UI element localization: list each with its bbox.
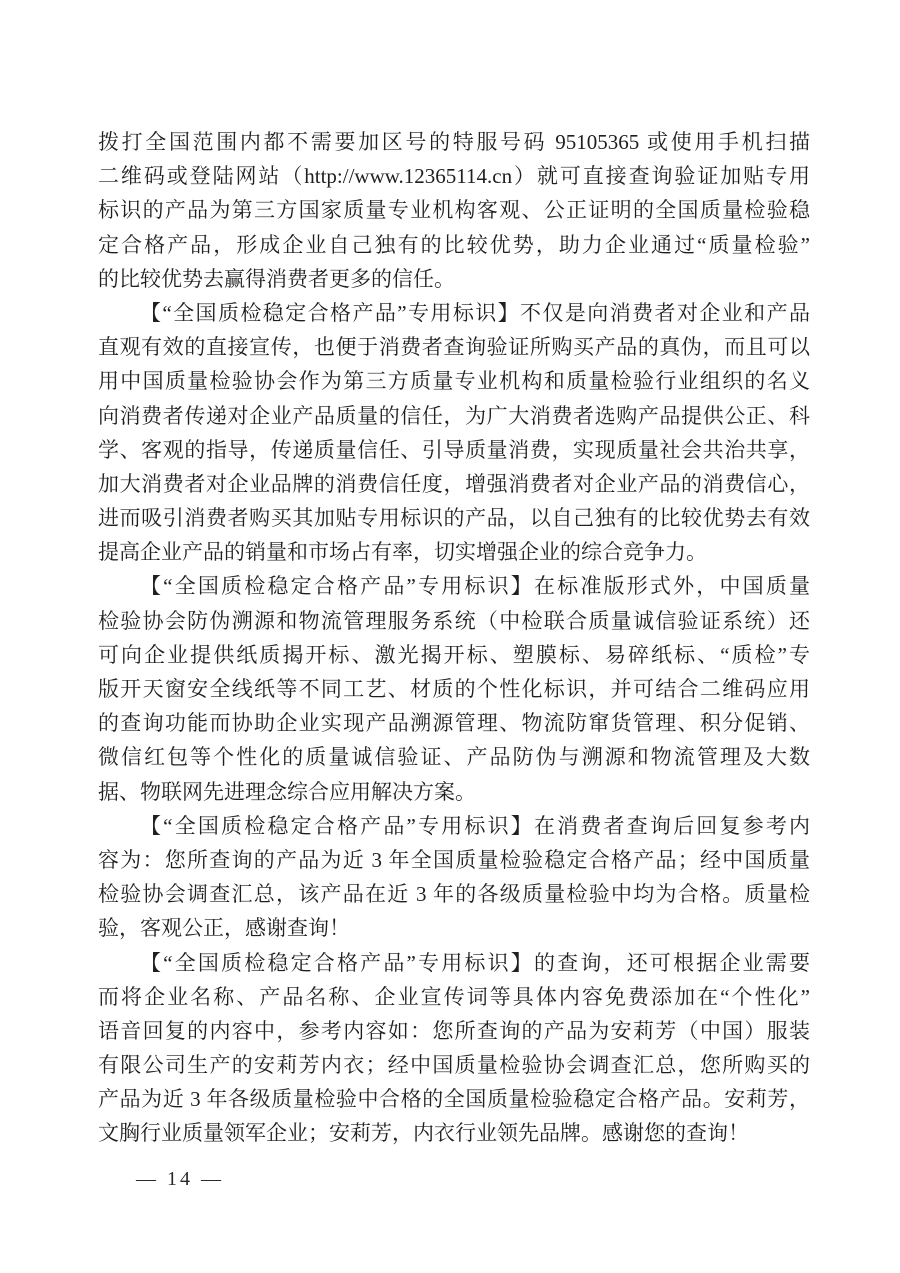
document-body xyxy=(98,125,810,1151)
text-line: 可向企业提供纸质揭开标、激光揭开标、塑膜标、易碎纸标、“质检”专 xyxy=(98,642,810,667)
text-line: 据、物联网先进理念综合应用解决方案。 xyxy=(98,779,476,804)
text-line: 【“全国质检稳定合格产品”专用标识】在标准版形式外，中国质量 xyxy=(140,574,810,599)
text-line: 检验协会防伪溯源和物流管理服务系统（中检联合质量诚信验证系统）还 xyxy=(98,608,810,633)
text-line: 用中国质量检验协会作为第三方质量专业机构和质量检验行业组织的名义 xyxy=(98,369,810,394)
text-line: 向消费者传递对企业产品质量的信任，为广大消费者选购产品提供公正、科 xyxy=(98,403,810,428)
text-line: 微信红包等个性化的质量诚信验证、产品防伪与溯源和物流管理及大数 xyxy=(98,745,810,770)
page-number: — 14 — xyxy=(136,1168,224,1190)
text-line: 标识的产品为第三方国家质量专业机构客观、公正证明的全国质量检验稳 xyxy=(98,198,810,223)
text-line: 进而吸引消费者购买其加贴专用标识的产品，以自己独有的比较优势去有效 xyxy=(98,506,810,531)
text-line: 【“全国质检稳定合格产品”专用标识】的查询，还可根据企业需要 xyxy=(140,950,810,975)
text-line: 容为：您所查询的产品为近 3 年全国质量检验稳定合格产品；经中国质量 xyxy=(98,847,810,872)
text-line: 【“全国质检稳定合格产品”专用标识】不仅是向消费者对企业和产品 xyxy=(140,300,810,325)
text-line: 有限公司生产的安莉芳内衣；经中国质量检验协会调查汇总，您所购买的 xyxy=(98,1053,810,1078)
text-line: 验，客观公正，感谢查询！ xyxy=(98,916,350,941)
text-line: 语音回复的内容中，参考内容如：您所查询的产品为安莉芳（中国）服装 xyxy=(98,1018,810,1043)
text-line: 的比较优势去赢得消费者更多的信任。 xyxy=(98,266,455,291)
text-line: 【“全国质检稳定合格产品”专用标识】在消费者查询后回复参考内 xyxy=(140,813,810,838)
text-line: 二维码或登陆网站（http://www.12365114.cn）就可直接查询验证加贴专用 xyxy=(98,164,810,189)
text-line: 定合格产品，形成企业自己独有的比较优势，助力企业通过“质量检验” xyxy=(98,232,810,257)
text-line: 文胸行业质量领军企业；安莉芳，内衣行业领先品牌。感谢您的查询！ xyxy=(98,1121,749,1146)
text-line: 产品为近 3 年各级质量检验中合格的全国质量检验稳定合格产品。安莉芳， xyxy=(98,1087,810,1112)
text-line: 拨打全国范围内都不需要加区号的特服号码 95105365 或使用手机扫描 xyxy=(98,130,810,154)
text-line: 版开天窗安全线纸等不同工艺、材质的个性化标识，并可结合二维码应用 xyxy=(98,677,810,701)
text-line: 的查询功能而协助企业实现产品溯源管理、物流防窜货管理、积分促销、 xyxy=(98,711,810,736)
text-line: 检验协会调查汇总，该产品在近 3 年的各级质量检验中均为合格。质量检 xyxy=(98,882,810,907)
text-line: 学、客观的指导，传递质量信任、引导质量消费，实现质量社会共治共享， xyxy=(98,437,810,462)
text-line: 提高企业产品的销量和市场占有率，切实增强企业的综合竞争力。 xyxy=(98,540,707,565)
text-line: 直观有效的直接宣传，也便于消费者查询验证所购买产品的真伪，而且可以 xyxy=(98,335,810,360)
text-line: 而将企业名称、产品名称、企业宣传词等具体内容免费添加在“个性化” xyxy=(98,984,810,1009)
text-line: 加大消费者对企业品牌的消费信任度，增强消费者对企业产品的消费信心， xyxy=(98,471,810,496)
